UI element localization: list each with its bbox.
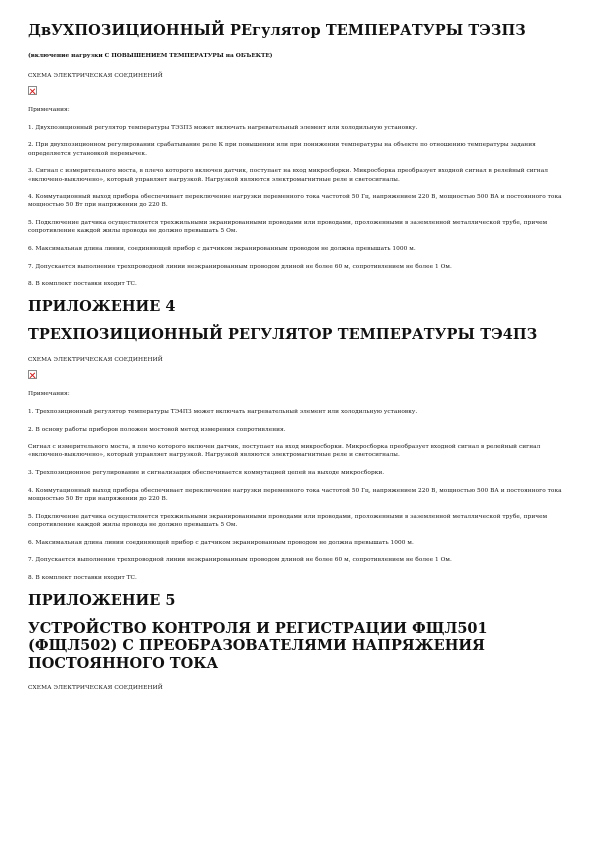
section2-note-1: 1. Трехпозиционный регулятор температуры ТЭ4ПЗ может включать нагревательный элемент или холодильную установку. bbox=[28, 408, 418, 415]
section2-note-8: 8. В комплект поставки входит ТС. bbox=[28, 575, 137, 582]
section2-note-label: Примечания: bbox=[28, 391, 70, 398]
section3-title: УСТРОЙСТВО КОНТРОЛЯ И РЕГИСТРАЦИИ ФЩЛ501 (ФЩЛ502) С ПРЕОБРАЗОВАТЕЛЯМИ НАПРЯЖЕНИЯ ПОСТОЯННОГО ТОКА bbox=[28, 619, 488, 672]
section2-note-7: 7. Допускается выполнение трехпроводной линии неэкранированным проводом длиной не более 60 м, сопротивлением не более 1 Ом. bbox=[28, 557, 452, 564]
section1-note-4: 4. Коммутационный выход прибора обеспечивает переключение нагрузки переменного тока частотой 50 Гц, напряжением 220 В, мощностью 500 ВА и постоянного тока мощностью 50 Вт при напряжении до 220 В. bbox=[28, 194, 562, 209]
section2-title: ТРЕХПОЗИЦИОННЫЙ РЕГУЛЯТОР ТЕМПЕРАТУРЫ ТЭ4ПЗ bbox=[28, 326, 538, 344]
broken-image-icon[interactable] bbox=[28, 86, 37, 95]
section2-scheme-caption: СХЕМА ЭЛЕКТРИЧЕСКАЯ СОЕДИНЕНИЙ bbox=[28, 357, 163, 364]
section1-note-6: 6. Максимальная длина линии, соединяющей прибор с датчиком экранированным проводом не должна превышать 1000 м. bbox=[28, 246, 416, 253]
section2-note-5: 5. Подключение датчика осуществляется трехжильными экранированными проводами или проводами, проложенными в заземленной металлической трубе, причем сопротивление каждой жилы провода не должно превышать 5 Ом. bbox=[28, 513, 548, 528]
section1-note-3: 3. Сигнал с измерительного моста, в плечо которого включен датчик, поступает на вход микросборки. Микросборка преобразует входной сигнал в релейный сигнал «включено-выключено», который управляет нагрузкой. Нагрузкой являются электромагнитные реле и светосигналы. bbox=[28, 168, 548, 183]
section3-scheme-caption: СХЕМА ЭЛЕКТРИЧЕСКАЯ СОЕДИНЕНИЙ bbox=[28, 685, 163, 692]
section2-note-2: 2. В основу работы приборов положен мостовой метод измерения сопротивления. bbox=[28, 426, 286, 433]
section1-note-5: 5. Подключение датчика осуществляется трехжильными экранированными проводами или проводами, проложенными в заземленной металлической трубе, причем сопротивление каждой жилы провода не должно превышать 5 Ом. bbox=[28, 220, 548, 235]
section2-note-4: 4. Коммутационный выход прибора обеспечивает переключение нагрузки переменного тока частотой 50 Гц, напряжением 220 В, мощностью 500 ВА и постоянного тока мощностью 50 Вт при напряжении до 220 В. bbox=[28, 487, 562, 503]
section1-subtitle: (включение нагрузки С ПОВЫШЕНИЕМ ТЕМПЕРАТУРЫ на ОБЪЕКТЕ) bbox=[28, 53, 273, 59]
section2-note-3: 3. Трехпозиционное регулирование и сигнализация обеспечивается коммутацией цепей на выходе микросборки. bbox=[28, 470, 385, 477]
appendix-5-heading: ПРИЛОЖЕНИЕ 5 bbox=[28, 591, 176, 609]
section2-note-2b: Сигнал с измерительного моста, в плечо которого включен датчик, поступает на вход микросборки. Микросборка преобразует входной сигнал в релейный сигнал «включено-выключено», который управляет нагрузкой. Нагрузкой являются электромагнитные реле и светосигналы. bbox=[28, 444, 541, 459]
appendix-4-heading: ПРИЛОЖЕНИЕ 4 bbox=[28, 298, 176, 316]
section1-note-label: Примечания: bbox=[28, 107, 70, 113]
section1-note-1: 1. Двухпозиционный регулятор температуры ТЭЗПЗ может включать нагревательный элемент или холодильную установку. bbox=[28, 124, 418, 131]
section1-note-2: 2. При двухпозиционном регулировании срабатывание реле К при повышении или при понижении температуры на объекте по отношению температуры задания определяется установкой перемычек. bbox=[28, 142, 536, 157]
section1-note-8: 8. В комплект поставки входит ТС. bbox=[28, 281, 137, 288]
section1-title: ДвУХПОЗИЦИОННЫЙ РЕгулятор ТЕМПЕРАТУРЫ ТЭЗПЗ bbox=[28, 22, 526, 39]
section1-scheme-caption: СХЕМА ЭЛЕКТРИЧЕСКАЯ СОЕДИНЕНИЙ bbox=[28, 73, 163, 79]
section2-note-6: 6. Максимальная длина линии соединяющей прибор с датчиком экранированным проводом не должна превышать 1000 м. bbox=[28, 539, 414, 546]
section1-note-7: 7. Допускается выполнение трехпроводной линии неэкранированным проводом длиной не более 60 м, сопротивлением не более 1 Ом. bbox=[28, 263, 452, 270]
broken-image-icon[interactable] bbox=[28, 370, 37, 379]
document-page bbox=[28, 22, 568, 698]
